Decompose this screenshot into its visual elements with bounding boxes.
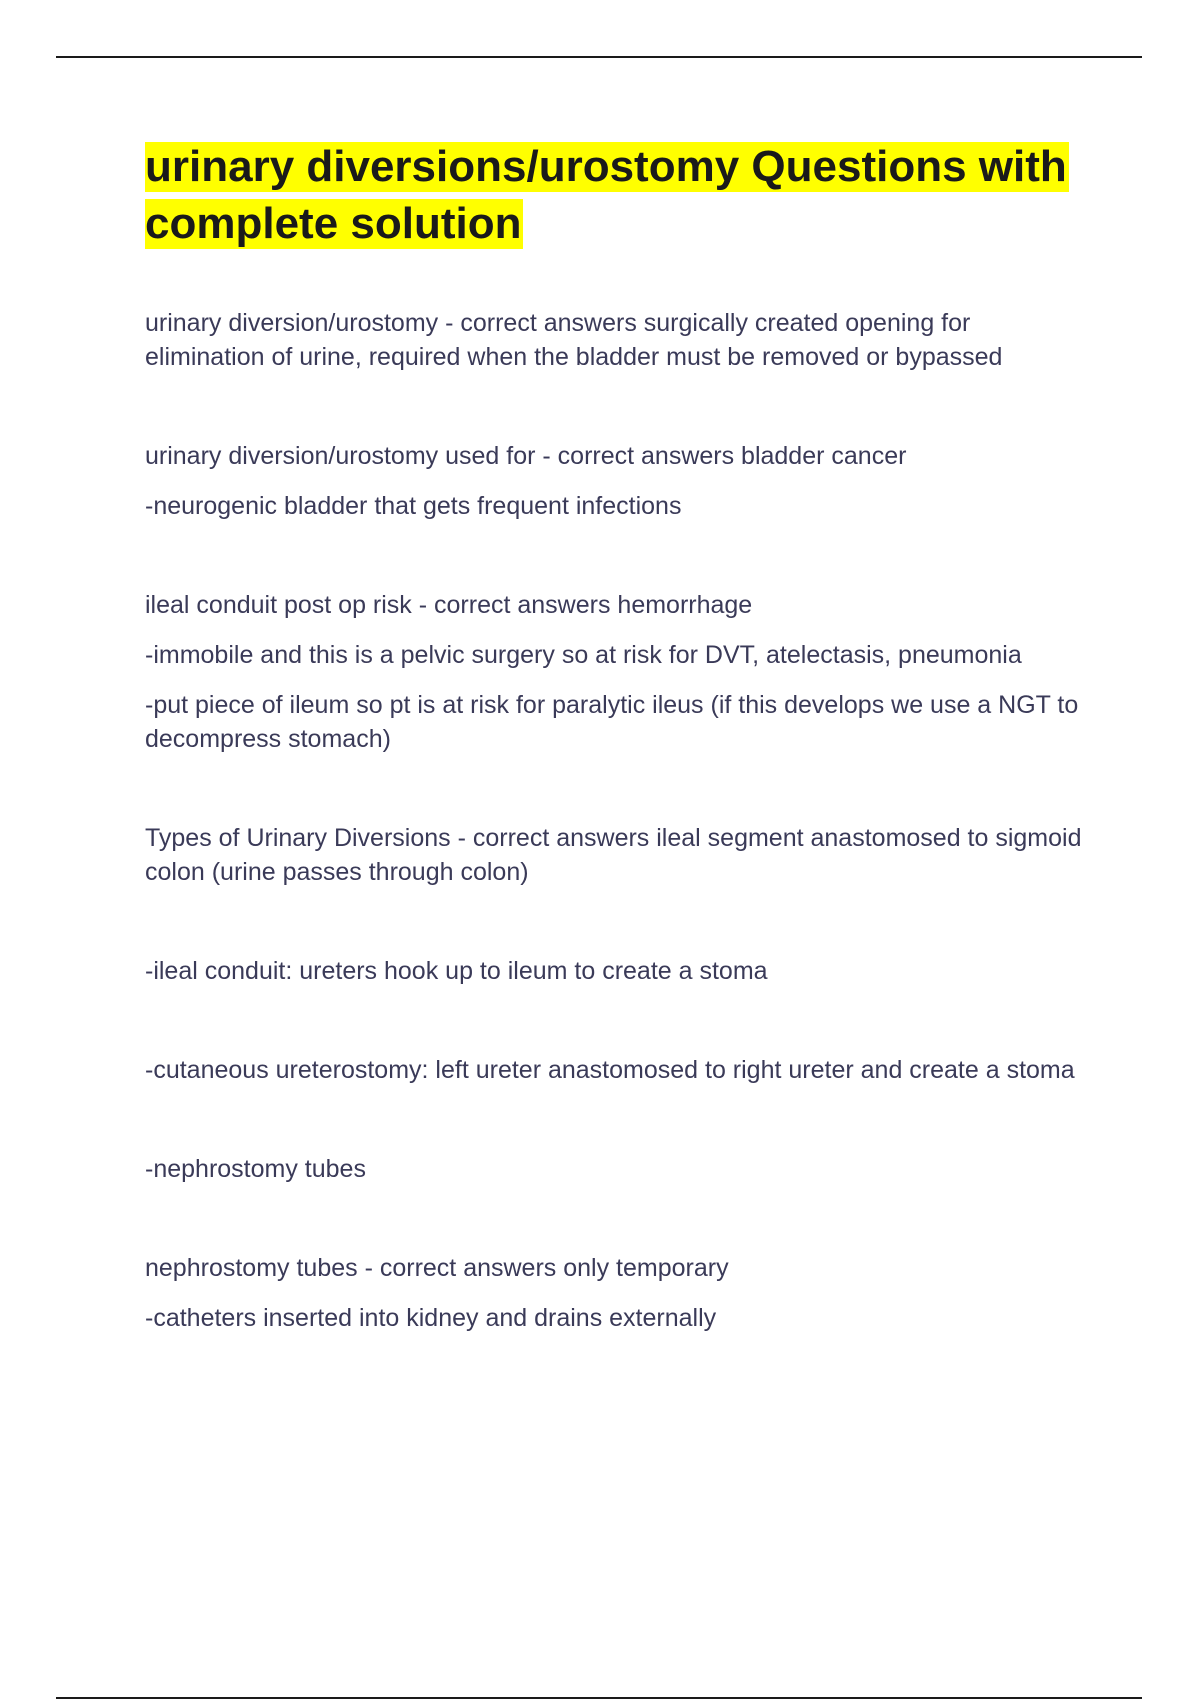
paragraph: -neurogenic bladder that gets frequent infections <box>145 492 682 520</box>
paragraph: -catheters inserted into kidney and drains externally <box>145 1304 717 1332</box>
bottom-rule <box>56 1697 1142 1699</box>
paragraph: -nephrostomy tubes <box>145 1155 366 1183</box>
paragraph: -put piece of ileum so pt is at risk for paralytic ileus (if this develops we use a NGT to decompress stomach) <box>145 691 1079 753</box>
paragraph: nephrostomy tubes - correct answers only temporary <box>145 1254 729 1282</box>
paragraph: Types of Urinary Diversions - correct answers ileal segment anastomosed to sigmoid colon (urine passes through colon) <box>145 824 1082 886</box>
paragraph: urinary diversion/urostomy used for - correct answers bladder cancer <box>145 442 907 470</box>
paragraph: -ileal conduit: ureters hook up to ileum to create a stoma <box>145 957 768 985</box>
paragraph: ileal conduit post op risk - correct answers hemorrhage <box>145 591 753 619</box>
paragraph: urinary diversion/urostomy - correct answers surgically created opening for elimination of urine, required when the bladder must be removed or bypassed <box>145 309 1003 371</box>
paragraph: -cutaneous ureterostomy: left ureter anastomosed to right ureter and create a stoma <box>145 1056 1075 1084</box>
title-highlight: urinary diversions/urostomy Questions with complete solution <box>145 142 1067 248</box>
top-rule <box>56 56 1142 58</box>
document-body <box>145 138 1095 1335</box>
document-title <box>145 138 1095 252</box>
paragraph: -immobile and this is a pelvic surgery so at risk for DVT, atelectasis, pneumonia <box>145 641 1022 669</box>
